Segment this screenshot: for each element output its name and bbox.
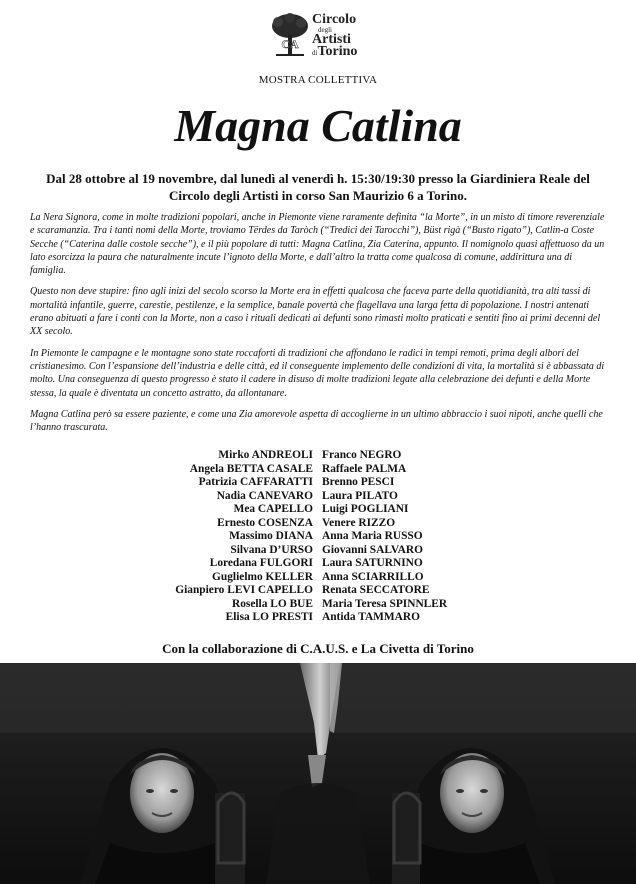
- artist-name: Elisa LO PRESTI: [225, 611, 313, 623]
- artist-name: Patrizia CAFFARATTI: [198, 476, 313, 488]
- artist-name: Rosella LO BUE: [231, 597, 313, 610]
- artist-name: Ernesto COSENZA: [217, 516, 313, 529]
- artist-name: Raffaele PALMA: [322, 462, 407, 475]
- artist-name: Angela BETTA CASALE: [189, 462, 313, 475]
- logo-line-1: Circolo: [312, 12, 357, 27]
- artist-name: Mirko ANDREOLI: [218, 449, 313, 461]
- artist-name: Laura PILATO: [322, 489, 398, 502]
- artist-name: Nadia CANEVARO: [216, 489, 313, 502]
- artist-name: Massimo DIANA: [229, 530, 313, 542]
- photo-illustration: [0, 663, 636, 884]
- artist-name: Anna Maria RUSSO: [322, 530, 423, 542]
- paragraph-1: La Nera Signora, come in molte tradizioni popolari, anche in Piemonte viene raramente definita “la Morte”, in un misto di timore reverenziale e scaramanzia. Tra i tanti nomi della Morte, troviamo Tërdes da Taròch (“Tredici dei Tarocchi”), Büst rigà (“Busto rigato”), Catlin-a Coste Secche (“Caterina dalle costole secche”), e il più popolare di tutti: Magna Catlina, Zia Caterina, appunto. Il nomignolo quasi affettuoso da un lato esorcizza la paura che naturalmente incute l’ignoto della Morte, e dall’altro la tratta come qualcosa di comune, addirittura una di famiglia.: [30, 212, 605, 277]
- logo-text: [312, 14, 357, 58]
- logo-line-5: Torino: [317, 44, 358, 59]
- artist-name: Franco NEGRO: [322, 449, 402, 461]
- paragraph-4: Magna Catlina però sa essere paziente, e come una Zia amorevole aspetta di accoglierne in un ultimo abbraccio i suoi nipoti, anche quelli che l’hanno trascurata.: [30, 408, 603, 434]
- artist-name: Anna SCIARRILLO: [322, 570, 424, 583]
- logo-line-4: di: [312, 49, 318, 57]
- paragraph-2: Questo non deve stupire: fino agli inizi del secolo scorso la Morte era in effetti qualcosa che faceva parte della quotidianità, tra alti tassi di mortalità infantile, guerre, carestie, pestilenze, e la semplice, banale povertà che flagellava una larga fetta di popolazione. I nostri antenati erano abituati a fare i conti con la Morte, non a caso i rituali dedicati ai defunti sono rimasti molto praticati e sentiti fino ai primi decenni del XX secolo.: [30, 286, 601, 338]
- artist-name: Giovanni SALVARO: [322, 543, 423, 556]
- artists-column-left: [175, 449, 313, 625]
- exhibition-kicker: MOSTRA COLLETTIVA: [258, 74, 378, 86]
- artist-name: Guglielmo KELLER: [212, 570, 313, 583]
- artist-name: Venere RIZZO: [322, 516, 396, 529]
- logo-line-3: Artisti: [312, 32, 351, 47]
- artist-name: Luigi POGLIANI: [322, 503, 409, 515]
- artist-name: Laura SATURNINO: [322, 557, 423, 569]
- logo-monogram: CA: [281, 37, 299, 51]
- paragraph-3: In Piemonte le campagne e le montagne sono state roccaforti di tradizioni che affondano le radici in tempi remoti, prima degli albori del cristianesimo. Con l’espansione dell’industria e delle città, ed il conseguente implemento delle condizioni di vita, la mortalità si è abbassata di molto. Una conseguenza di questo progresso è stato il cadere in disuso di molte tradizioni legate alla celebrazione dei defunti e della Morte stessa, la quale è diventata un concetto astratto, da allontanare.: [30, 347, 605, 399]
- artist-name: Mea CAPELLO: [233, 503, 313, 515]
- artist-name: Renata SECCATORE: [322, 584, 430, 596]
- exhibition-dates: Dal 28 ottobre al 19 novembre, dal lunedì al venerdì h. 15:30/19:30 presso la Giardiniera Reale del Circolo degli Artisti in corso San Maurizio 6 a Torino.: [46, 171, 590, 203]
- artist-name: Gianpiero LEVI CAPELLO: [175, 584, 313, 596]
- exhibition-photo: [0, 663, 636, 884]
- artist-name: Brenno PESCI: [322, 476, 395, 488]
- artist-name: Maria Teresa SPINNLER: [322, 597, 448, 610]
- artist-name: Silvana D’URSO: [230, 543, 313, 556]
- circolo-artisti-logo: [268, 12, 373, 74]
- logo-line-2: degli: [318, 26, 332, 34]
- collaboration-credit: Con la collaborazione di C.A.U.S. e La Civetta di Torino: [162, 641, 474, 656]
- artist-name: Loredana FULGORI: [209, 557, 313, 569]
- artist-name: Antida TAMMARO: [322, 611, 420, 623]
- tree-icon: [268, 12, 312, 62]
- artists-column-right: [322, 449, 447, 625]
- body-text: [30, 211, 606, 442]
- page-title: Magna Catlina: [174, 100, 462, 151]
